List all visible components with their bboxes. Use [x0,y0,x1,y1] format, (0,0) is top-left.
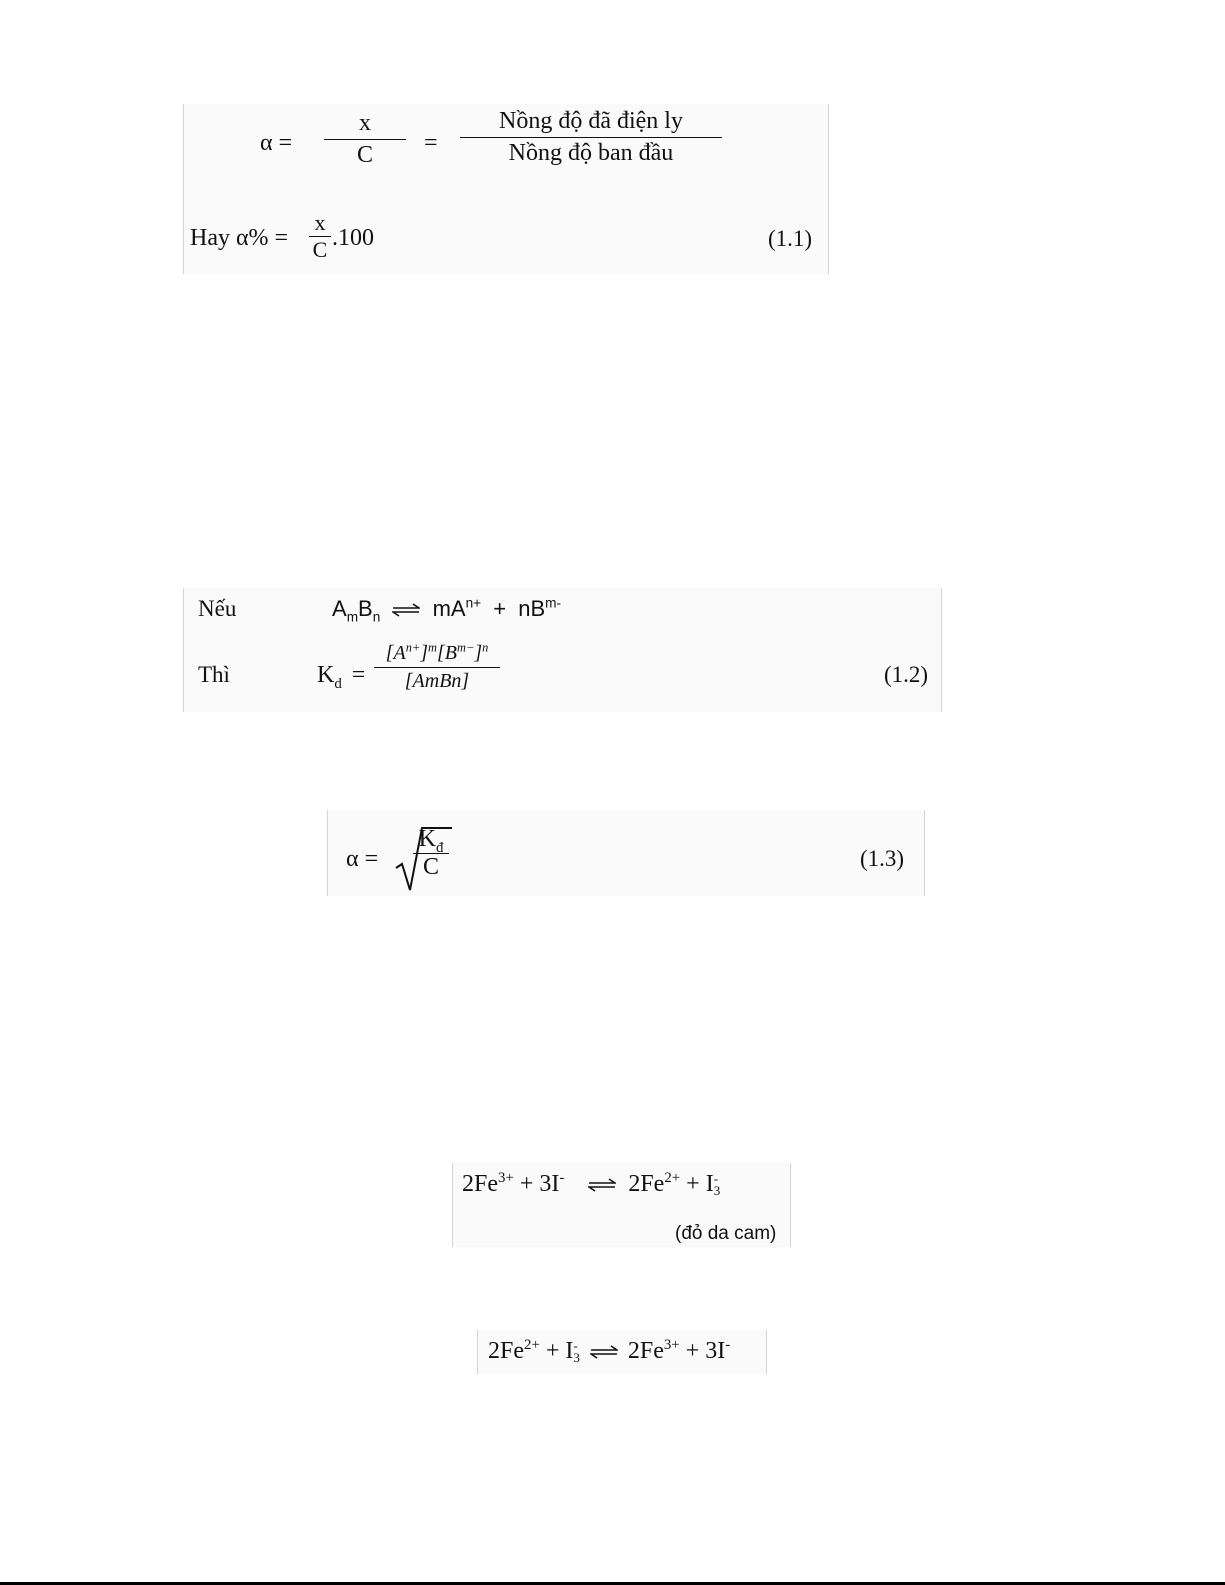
rhs-iron: 2Fe [628,1171,665,1197]
iodide-charge: - [725,1337,731,1353]
equals-sign: = [424,130,438,156]
triiodide-subscript: 3 [713,1183,721,1199]
num-species-b: [B [437,642,457,664]
fraction-concentration [460,108,722,167]
equilibrium-arrow-icon [590,1345,618,1359]
kd-over-c-fraction [412,826,450,881]
rhs-charge: 2+ [664,1170,681,1186]
kd-denominator: [AmBn] [404,670,470,692]
product-a: mA [432,596,466,621]
plus-triiodide: + I [686,1171,714,1197]
plus-iodide: + 3I [685,1338,726,1364]
equilibrium-arrow-icon [588,1178,616,1192]
num-power-n: n [482,640,489,655]
reaction-box-reverse [477,1330,767,1374]
lhs-iron: 2Fe [488,1338,524,1364]
equation-label: (1.2) [884,662,929,687]
color-note: (đỏ da cam) [675,1223,777,1244]
fraction-small-x-over-c [308,210,332,263]
k-symbol: K [418,826,436,852]
fraction-denominator: C [422,854,439,880]
alpha-lhs: α = [346,846,379,872]
equation-box-1-1 [183,104,829,274]
equilibrium-arrow-icon [392,603,420,617]
rhs-charge: 3+ [663,1337,680,1353]
fraction-x-over-c [324,110,406,169]
plus-triiodide: + I [545,1338,574,1364]
rhs-iron: 2Fe [627,1338,664,1364]
equation-label: (1.1) [768,226,813,251]
fraction-numerator: x [309,210,331,237]
subscript-m: m [346,609,359,625]
subscript-d: đ [435,839,444,856]
subscript-d: d [334,675,342,692]
num-close-bracket: ] [474,642,483,664]
thi-label: Thì [198,662,230,687]
kd-lhs [317,662,366,692]
charge-m-minus: m- [545,595,562,611]
lhs-iron: 2Fe [462,1171,498,1197]
num-power-m: m [428,640,437,655]
triiodide-charge: - [713,1171,719,1187]
dissociation-reaction [332,595,562,625]
times-100: .100 [332,225,374,251]
forward-reaction [462,1171,720,1198]
num-species-a: A [393,642,406,664]
alpha-lhs: α = [260,130,293,156]
equation-box-1-3 [327,810,925,896]
lhs-charge: 2+ [524,1337,540,1353]
num-charge-m-minus: m− [457,640,475,655]
fraction-denominator: C [312,237,328,262]
equation-label: (1.3) [860,846,905,871]
iodide-charge: - [559,1170,565,1186]
num-charge-n-plus: n+ [405,640,421,655]
hay-alpha-percent: Hay α% = [190,225,289,251]
equation-box-1-2 [183,588,942,712]
fraction-numerator: x [324,110,406,140]
species-b: B [358,596,373,621]
product-b: nB [518,596,546,621]
reverse-reaction [488,1338,730,1365]
equals-sign: = [351,662,366,688]
fraction-numerator [413,826,449,854]
plus-iodide: + 3I [519,1171,560,1197]
species-a: A [332,596,347,621]
triiodide-subscript: 3 [573,1350,580,1366]
subscript-n: n [372,609,381,625]
kd-fraction [374,642,500,693]
reaction-box-forward [452,1163,791,1247]
fraction-denominator-text: Nồng độ ban đầu [508,140,674,166]
charge-n-plus: n+ [465,595,482,611]
kd-numerator: $[A^{n+}]^m[B^{m-}]^n$ [374,642,500,668]
lhs-charge: 3+ [498,1170,514,1186]
triiodide-charge: - [573,1338,578,1354]
k-symbol: K [317,662,335,688]
fraction-denominator: C [356,142,373,168]
neu-label: Nếu [198,596,237,621]
plus-sign: + [493,596,507,621]
fraction-numerator-text: Nồng độ đã điện ly [460,108,722,138]
